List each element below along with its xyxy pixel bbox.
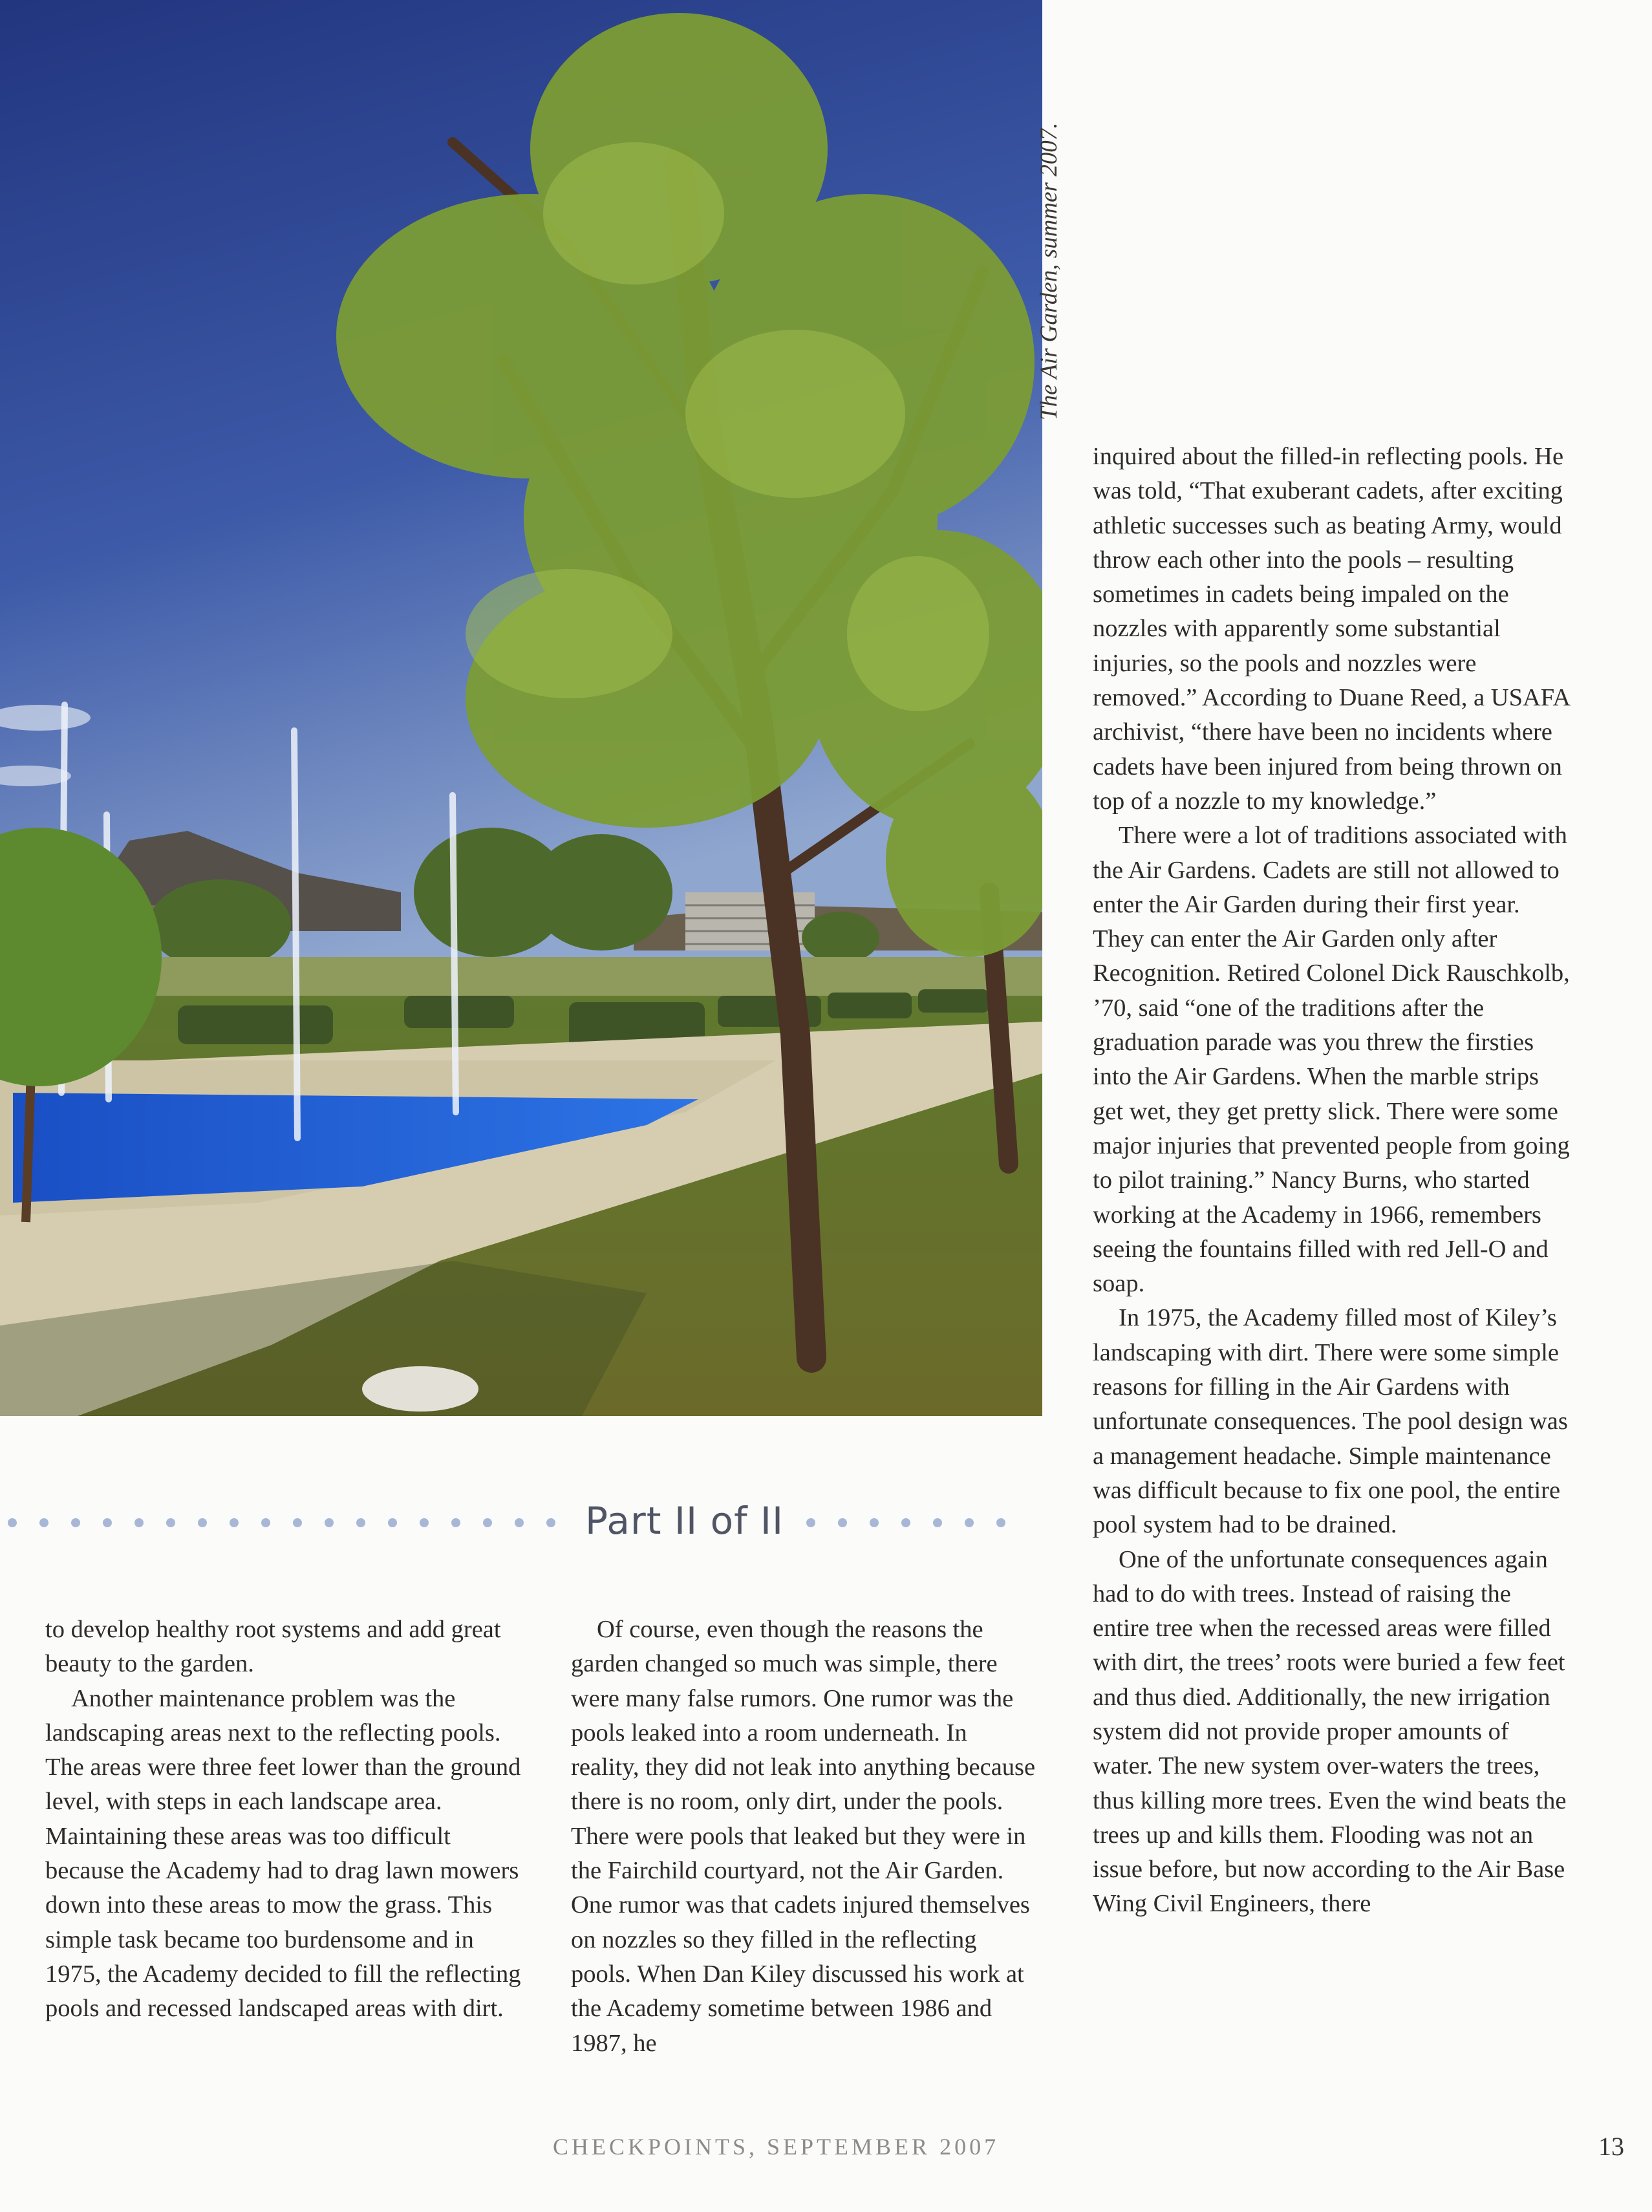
paragraph: Of course, even though the reasons the garden changed so much was simple, there were many false rumors. One rumor was the pools leaked into a room underneath. In reality, they did not leak into anything because there is no room, only dirt, under the pools. There were pools that leaked but they were in the Fairchild courtyard, not the Air Garden. One rumor was that cadets injured themselves on nozzles so they filled in the reflecting pools. When Dan Kiley discussed his work at the Academy sometime between 1986 and 1987, he — [571, 1616, 1036, 2057]
photo-caption: The Air Garden, summer 2007. — [1036, 122, 1062, 420]
divider-dot — [546, 1518, 555, 1527]
divider-dot — [996, 1518, 1005, 1527]
divider-dot — [806, 1518, 815, 1527]
page-number: 13 — [1598, 2132, 1624, 2161]
divider-dot — [515, 1518, 524, 1527]
divider-dot — [39, 1518, 48, 1527]
divider-dot — [325, 1518, 334, 1527]
divider-dot — [838, 1518, 847, 1527]
divider-dot — [901, 1518, 910, 1527]
article-column-2 — [571, 1613, 1040, 2061]
divider-dot — [356, 1518, 365, 1527]
divider-dot — [166, 1518, 175, 1527]
divider-dot — [420, 1518, 429, 1527]
dots-left — [0, 1518, 569, 1531]
paragraph: to develop healthy root systems and add great beauty to the garden. — [45, 1616, 501, 1678]
article-column-1 — [45, 1613, 527, 2026]
divider-dot — [103, 1518, 112, 1527]
paragraph: In 1975, the Academy filled most of Kiley’s landscaping with dirt. There were some simple reasons for filling in the Air Gardens with unfortunate consequences. The pool design was a management headache. Simple maintenance was difficult because to fix one pool, the entire pool system had to be drained. — [1093, 1304, 1568, 1539]
divider-dot — [965, 1518, 974, 1527]
paragraph: inquired about the filled-in reflecting pools. He was told, “That exuberant cadets, after exciting athletic successes such as beating Army, would throw each other into the pools – resulting sometimes in cadets being impaled on the nozzles with apparently some substantial injuries, so the pools and nozzles were removed.” According to Duane Reed, a USAFA archivist, “there have been no incidents where cadets have been injured from being thrown on top of a nozzle to my knowledge.” — [1093, 443, 1570, 815]
section-divider — [0, 1499, 1035, 1551]
paragraph: There were a lot of traditions associated with the Air Gardens. Cadets are still not allowed to enter the Air Garden during their first year. They can enter the Air Garden only after Recognition. Retired Colonel Dick Rauschkolb, ’70, said “one of the traditions after the graduation parade was you threw the firsties into the Air Gardens. When the marble strips get wet, they get pretty slick. There were some major injuries that prevented people from going to pilot training.” Nancy Burns, who started working at the Academy in 1966, remembers seeing the fountains filled with red Jell-O and soap. — [1093, 822, 1570, 1298]
divider-dot — [261, 1518, 270, 1527]
divider-dot — [870, 1518, 879, 1527]
air-garden-photo — [0, 0, 1042, 1416]
dots-right — [799, 1518, 1044, 1531]
divider-dot — [230, 1518, 239, 1527]
page-footer: CHECKPOINTS, SEPTEMBER 2007 — [553, 2134, 1000, 2160]
divider-dot — [134, 1518, 144, 1527]
paragraph: Another maintenance problem was the landscaping areas next to the reflecting pools. The areas were three feet lower than the ground level, with steps in each landscape area. Maintaining these areas was too difficult because the Academy had to drag lawn mowers down into these areas to mow the grass. This simple task became too burdensome and in 1975, the Academy decided to fill the reflecting pools and recessed landscaped areas with dirt. — [45, 1684, 521, 2023]
divider-dot — [933, 1518, 942, 1527]
divider-dot — [451, 1518, 460, 1527]
article-column-3 — [1093, 440, 1571, 1922]
divider-dot — [198, 1518, 207, 1527]
divider-dot — [293, 1518, 302, 1527]
divider-dot — [71, 1518, 80, 1527]
divider-dot — [8, 1518, 17, 1527]
section-title: Part II of II — [585, 1499, 784, 1543]
divider-dot — [483, 1518, 492, 1527]
paragraph: One of the unfortunate consequences again had to do with trees. Instead of raising the entire tree when the recessed areas were filled with dirt, the trees’ roots were buried a few feet and thus died. Additionally, the new irrigation system did not provide proper amounts of water. The new system over-waters the trees, thus killing more trees. Even the wind beats the trees up and kills them. Flooding was not an issue before, but now according to the Air Base Wing Civil Engineers, there — [1093, 1545, 1567, 1918]
divider-dot — [388, 1518, 397, 1527]
